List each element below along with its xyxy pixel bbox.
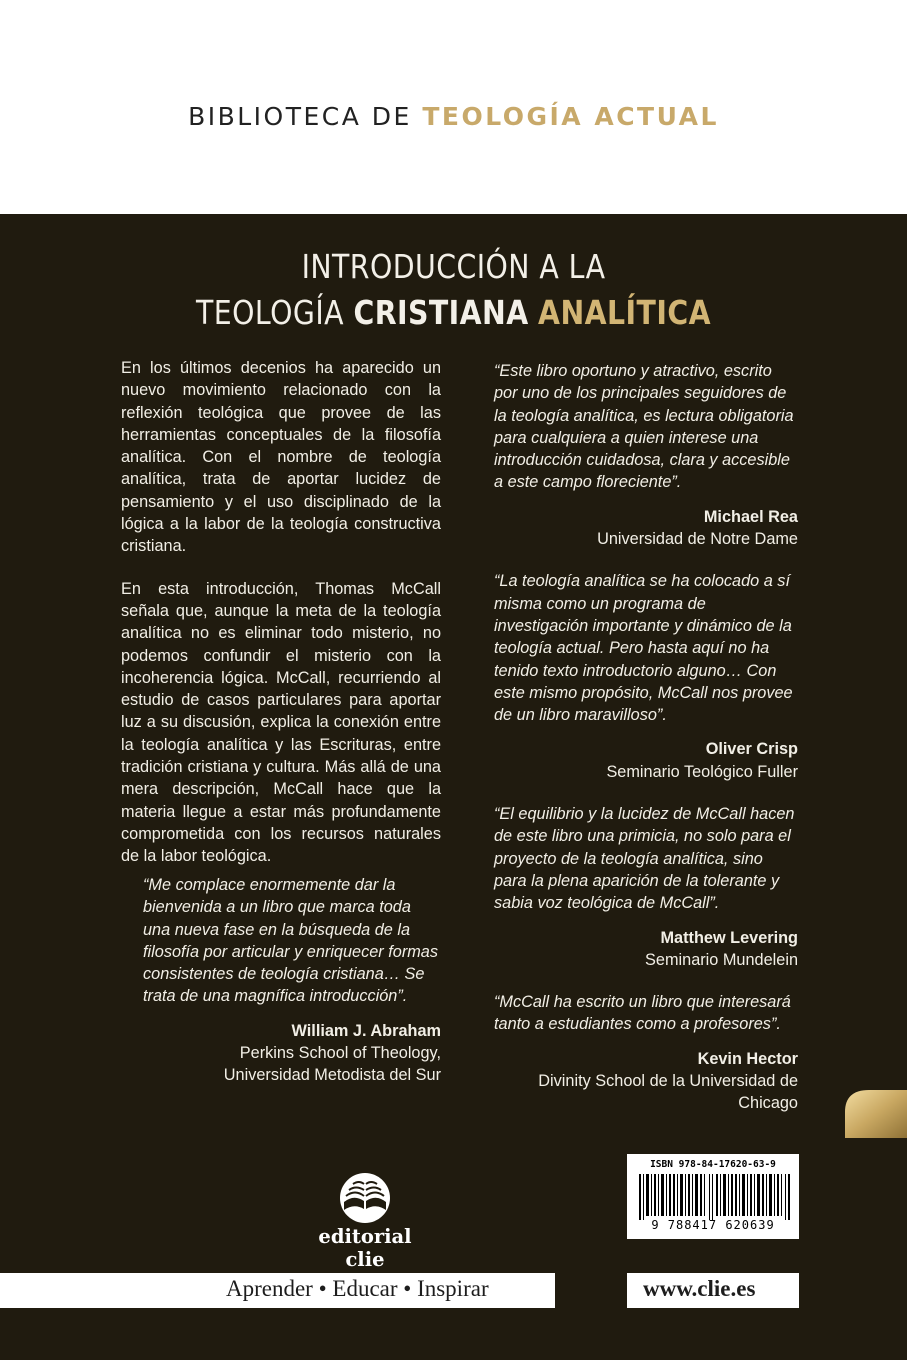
publisher-name: editorial clie — [318, 1225, 412, 1271]
open-book-logo-icon — [336, 1172, 394, 1224]
series-header — [0, 0, 907, 214]
footer-bar — [0, 1273, 907, 1308]
publisher-website: www.clie.es — [643, 1276, 756, 1301]
series-title — [0, 102, 907, 131]
barcode — [627, 1154, 799, 1239]
endorsement-affiliation: Perkins School of Theology, — [239, 1044, 441, 1063]
endorsement-affiliation: Universidad Metodista del Sur — [223, 1066, 441, 1085]
endorsement-abraham — [143, 874, 441, 1087]
endorsement-quote: “La teología analítica se ha colocado a sí misma como un programa de investigación importante y dinámico de la teología actual. Pero hasta aquí no ha tenido texto introductorio alguno… Con este mismo propósito, McCall nos provee de un libro maravilloso”. — [494, 572, 793, 725]
endorsement-affiliation: Seminario Mundelein — [645, 950, 798, 969]
description-paragraph-1: En los últimos decenios ha aparecido un nuevo movimiento relacionado con la reflexión teológica que provee de las herramientas conceptuales de la filosofía analítica. Con el nombre de teología analítica, trata de aportar lucidez de pensamiento y el uso disciplinado de la lógica a la labor de la teología constructiva cristiana. — [121, 359, 441, 556]
endorsement-quote: “Este libro oportuno y atractivo, escrito por uno de los principales seguidores de la teología analítica, es lectura obligatoria para cualquiera a quien interese una introducción cuidadosa, clara y accesible a este campo floreciente”. — [494, 362, 794, 492]
endorsement-hector — [494, 991, 798, 1114]
footer-tagline-panel — [0, 1273, 555, 1308]
endorsement-quote: “McCall ha escrito un libro que interesará tanto a estudiantes como a profesores”. — [494, 993, 791, 1034]
book-title-line2 — [63, 290, 843, 336]
endorsement-affiliation: Universidad de Notre Dame — [597, 530, 798, 549]
endorsement-affiliation: Seminario Teológico Fuller — [606, 762, 798, 781]
isbn-label: ISBN 978-84-17620-63-9 — [650, 1159, 776, 1170]
book-title-word-teologia: TEOLOGÍA — [196, 293, 344, 332]
barcode-bars-icon — [639, 1174, 791, 1220]
book-title-word-analitica: ANALÍTICA — [538, 293, 711, 332]
endorsement-quote: “Me complace enormemente dar la bienvenida a un libro que marca toda una nueva fase en la búsqueda de la filosofía por articular y enriquecer formas consistentes de teología cristiana… Se trata de una magnífica introducción”. — [143, 876, 438, 1006]
endorsement-author: Oliver Crisp — [705, 740, 798, 759]
endorsement-levering — [494, 803, 798, 971]
description-paragraph-2: En esta introducción, Thomas McCall señala que, aunque la meta de la teología analítica no es eliminar todo misterio, no podemos confundir el misterio con la incoherencia lógica. McCall, recurriendo al estudio de casos particulares para aportar luz a su discusión, explica la conexión entre la teología analítica y las Escrituras, entre tradición cristiana y cultura. Más allá de una mera descripción, McCall hace que la materia llegue a estar más profundamente comprometida con los recursos naturales de la labor teológica. — [121, 579, 441, 866]
book-title-line1: INTRODUCCIÓN A LA — [301, 247, 606, 286]
endorsements-column — [494, 360, 798, 1135]
description-column — [121, 357, 441, 888]
endorsement-author: Matthew Levering — [660, 928, 798, 947]
book-title-word-cristiana: CRISTIANA — [353, 293, 529, 332]
series-title-part1: BIBLIOTECA DE — [188, 102, 412, 131]
endorsement-rea — [494, 360, 798, 550]
barcode-digits: 9 788417 620639 — [651, 1218, 775, 1232]
endorsement-author: William J. Abraham — [291, 1021, 441, 1040]
endorsement-quote: “El equilibrio y la lucidez de McCall hacen de este libro una primicia, no solo para el proyecto de la teología analítica, sino para la plena aparición de la tolerante y sabia voz teológica de McCall”. — [494, 805, 795, 913]
footer-website-panel — [627, 1273, 799, 1308]
endorsement-crisp — [494, 570, 798, 783]
book-title — [63, 244, 843, 336]
endorsement-author: Michael Rea — [703, 507, 798, 526]
series-title-part2: TEOLOGÍA ACTUAL — [422, 102, 719, 131]
publisher-tagline: Aprender • Educar • Inspirar — [226, 1276, 489, 1301]
gold-tab-decoration — [845, 1090, 907, 1138]
endorsement-author: Kevin Hector — [697, 1049, 798, 1068]
back-cover-body — [0, 214, 907, 1360]
publisher-logo — [300, 1172, 430, 1271]
endorsement-affiliation: Divinity School de la Universidad de Chicago — [538, 1072, 798, 1113]
